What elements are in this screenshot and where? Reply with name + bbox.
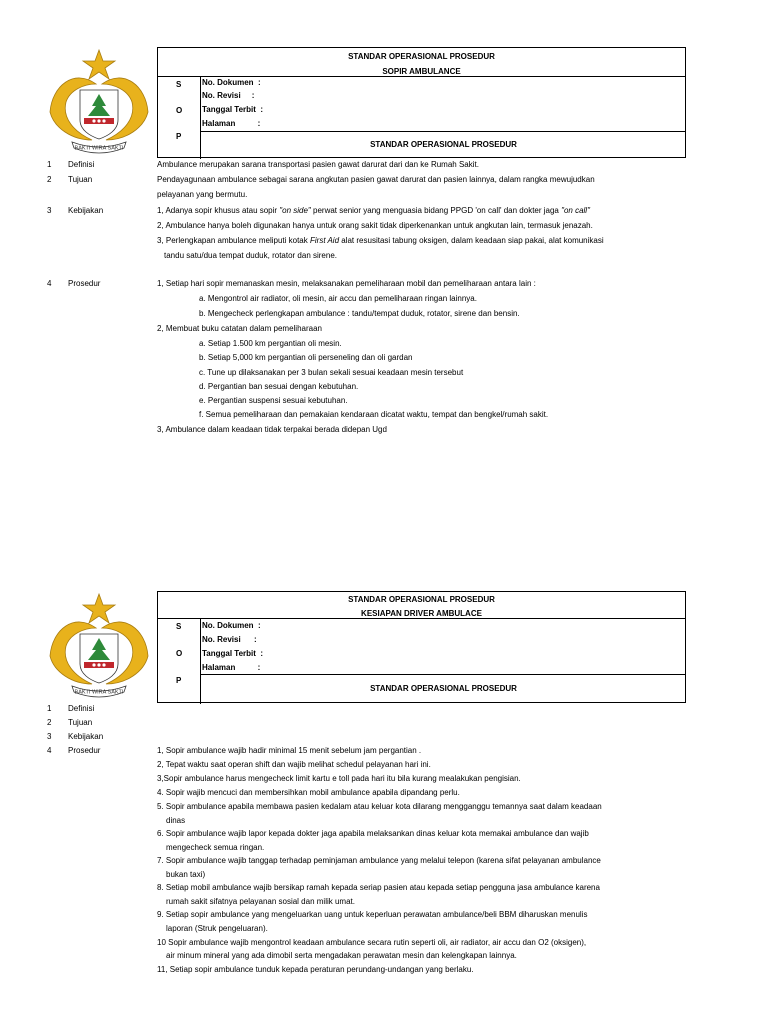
row-label-kebijakan: Kebijakan xyxy=(68,732,104,741)
sop-letter-o: O xyxy=(176,649,183,658)
row-number: 1 xyxy=(47,704,52,713)
sop-title: STANDAR OPERASIONAL PROSEDUR xyxy=(370,140,517,149)
prosedur-item-7-cont: bukan taxi) xyxy=(166,870,206,879)
prosedur-subitem: f. Semua pemeliharaan dan pemakaian kendaraan dicatat waktu, tempat dan bengkel/rumah sakit. xyxy=(199,410,549,419)
doc-field-no-revisi: No. Revisi : xyxy=(202,635,257,644)
prosedur-item-3: 3,Sopir ambulance harus mengecheck limit kartu e toll pada hari itu bila kurang mealakukan pengisian. xyxy=(157,774,521,783)
row-label-prosedur: Prosedur xyxy=(68,279,101,288)
header-title-line1: STANDAR OPERASIONAL PROSEDUR xyxy=(348,595,495,604)
header-box xyxy=(157,47,686,158)
header-title-line2: SOPIR AMBULANCE xyxy=(382,67,461,76)
definisi-text: Ambulance merupakan sarana transportasi pasien gawat darurat dari dan ke Rumah Sakit. xyxy=(157,160,479,169)
prosedur-item-5: 5. Sopir ambulance apabila membawa pasien kedalam atau keluar kota dilarang mengganggu temannya saat dalam keadaan xyxy=(157,802,602,811)
prosedur-item-6-cont: mengecheck semua ringan. xyxy=(166,843,265,852)
prosedur-item-8: 8. Setiap mobil ambulance wajib bersikap ramah kepada seriap pasien atau kepada setiap pengguna jasa ambulance karena xyxy=(157,883,600,892)
doc-field-no-revisi: No. Revisi : xyxy=(202,91,255,100)
prosedur-item-2: 2, Tepat waktu saat operan shift dan wajib melihat schedul pelayanan hari ini. xyxy=(157,760,431,769)
row-label-tujuan: Tujuan xyxy=(68,718,93,727)
prosedur-subitem: a. Mengontrol air radiator, oli mesin, air accu dan pemeliharaan ringan lainnya. xyxy=(199,294,477,303)
emblem-logo xyxy=(44,46,154,156)
doc-field-no-dokumen: No. Dokumen : xyxy=(202,621,261,630)
sop-letter-s: S xyxy=(176,622,182,631)
star-icon xyxy=(83,50,115,79)
kebijakan-item-3: 3, Perlengkapan ambulance meliputi kotak First Aid alat resusitasi tabung oksigen, dalam keadaan siap pakai, alat komunikasi xyxy=(157,236,604,245)
row-label-kebijakan: Kebijakan xyxy=(68,206,104,215)
sop-letter-p: P xyxy=(176,676,182,685)
sop-title: STANDAR OPERASIONAL PROSEDUR xyxy=(370,684,517,693)
row-label-definisi: Definisi xyxy=(68,160,95,169)
row-number: 3 xyxy=(47,206,52,215)
prosedur-subitem: b. Setiap 5,000 km pergantian oli perseneling dan oli gardan xyxy=(199,353,413,362)
row-number: 3 xyxy=(47,732,52,741)
row-label-definisi: Definisi xyxy=(68,704,95,713)
motto-text: BAKTI WIRA SAKTI xyxy=(74,145,124,152)
kebijakan-item-2: 2, Ambulance hanya boleh digunakan hanya untuk orang sakit tidak diperkenankan untuk angkutan lain, termasuk jenazah. xyxy=(157,221,593,230)
prosedur-item-5-cont: dinas xyxy=(166,816,186,825)
prosedur-subitem: c. Tune up dilaksanakan per 3 bulan sekali sesuai keadaan mesin tersebut xyxy=(199,368,464,377)
kebijakan-item-3-cont: tandu satu/dua tempat duduk, rotator dan sirene. xyxy=(164,251,338,260)
header-title-line1: STANDAR OPERASIONAL PROSEDUR xyxy=(348,52,495,61)
row-label-prosedur: Prosedur xyxy=(68,746,101,755)
emblem-logo xyxy=(44,590,154,700)
tujuan-text: Pendayagunaan ambulance sebagai sarana angkutan pasien gawat darurat dan pasien lainnya, dalam rangka mewujudkan xyxy=(157,175,595,184)
star-icon xyxy=(83,594,115,623)
prosedur-item-1: 1, Sopir ambulance wajib hadir minimal 15 menit sebelum jam pergantian . xyxy=(157,746,422,755)
doc-field-halaman: Halaman : xyxy=(202,119,261,128)
prosedur-subitem: d. Pergantian ban sesuai dengan kebutuhan. xyxy=(199,382,359,391)
doc-field-tanggal-terbit: Tanggal Terbit : xyxy=(202,649,264,658)
prosedur-subitem: a. Setiap 1.500 km pergantian oli mesin. xyxy=(199,339,342,348)
row-number: 4 xyxy=(47,746,52,755)
row-number: 4 xyxy=(47,279,52,288)
prosedur-subitem: e. Pergantian suspensi sesuai kebutuhan. xyxy=(199,396,348,405)
prosedur-item-10: 10 Sopir ambulance wajib mengontrol keadaan ambulance secara rutin seperti oli, air radiator, air accu dan O2 (oksigen), xyxy=(157,938,587,947)
prosedur-subitem: b. Mengecheck perlengkapan ambulance : tandu/tempat duduk, rotator, sirene dan bensin. xyxy=(199,309,520,318)
kebijakan-item-1: 1, Adanya sopir khusus atau sopir "on side" perwat senior yang menguasia bidang PPGD 'on call' dan dokter jaga "on call" xyxy=(157,206,590,215)
prosedur-item-7: 7. Sopir ambulance wajib tanggap terhadap peminjaman ambulance yang melalui telepon (karena sifat pelayanan ambulance xyxy=(157,856,601,865)
prosedur-item-8-cont: rumah sakit sifatnya pelayanan sosial dan milik umat. xyxy=(166,897,355,906)
doc-field-halaman: Halaman : xyxy=(202,663,261,672)
tujuan-text-cont: pelayanan yang bermutu. xyxy=(157,190,248,199)
row-label-tujuan: Tujuan xyxy=(68,175,93,184)
header-title-line2: KESIAPAN DRIVER AMBULACE xyxy=(361,609,482,618)
prosedur-item-10-cont: air minum mineral yang ada dimobil serta mengadakan perawatan mesin dan kelengkapan lainnya. xyxy=(166,951,517,960)
sop-letter-s: S xyxy=(176,80,182,89)
doc-field-tanggal-terbit: Tanggal Terbit : xyxy=(202,105,264,114)
sop-letter-p: P xyxy=(176,132,182,141)
prosedur-item-2: 2, Membuat buku catatan dalam pemeliharaan xyxy=(157,324,322,333)
prosedur-item-3: 3, Ambulance dalam keadaan tidak terpakai berada didepan Ugd xyxy=(157,425,387,434)
prosedur-item-9: 9. Setiap sopir ambulance yang mengeluarkan uang untuk keperluan perawatan ambulance/beli BBM diharuskan menulis xyxy=(157,910,588,919)
prosedur-item-1: 1, Setiap hari sopir memanaskan mesin, melaksanakan pemeliharaan mobil dan pemeliharaan antara lain : xyxy=(157,279,536,288)
row-number: 2 xyxy=(47,175,52,184)
sop-letter-o: O xyxy=(176,106,183,115)
prosedur-item-11: 11, Setiap sopir ambulance tunduk kepada peraturan perundang-undangan yang berlaku. xyxy=(157,965,474,974)
header-box xyxy=(157,591,686,703)
doc-field-no-dokumen: No. Dokumen : xyxy=(202,78,261,87)
prosedur-item-4: 4. Sopir wajib mencuci dan membersihkan mobil ambulance apabila dipandang perlu. xyxy=(157,788,460,797)
motto-text: BAKTI WIRA SAKTI xyxy=(74,689,124,696)
row-number: 1 xyxy=(47,160,52,169)
prosedur-item-6: 6. Sopir ambulance wajib lapor kepada dokter jaga apabila melaksankan dinas keluar kota memakai ambulance dan wajib xyxy=(157,829,589,838)
row-number: 2 xyxy=(47,718,52,727)
prosedur-item-9-cont: laporan (Struk pengeluaran). xyxy=(166,924,268,933)
